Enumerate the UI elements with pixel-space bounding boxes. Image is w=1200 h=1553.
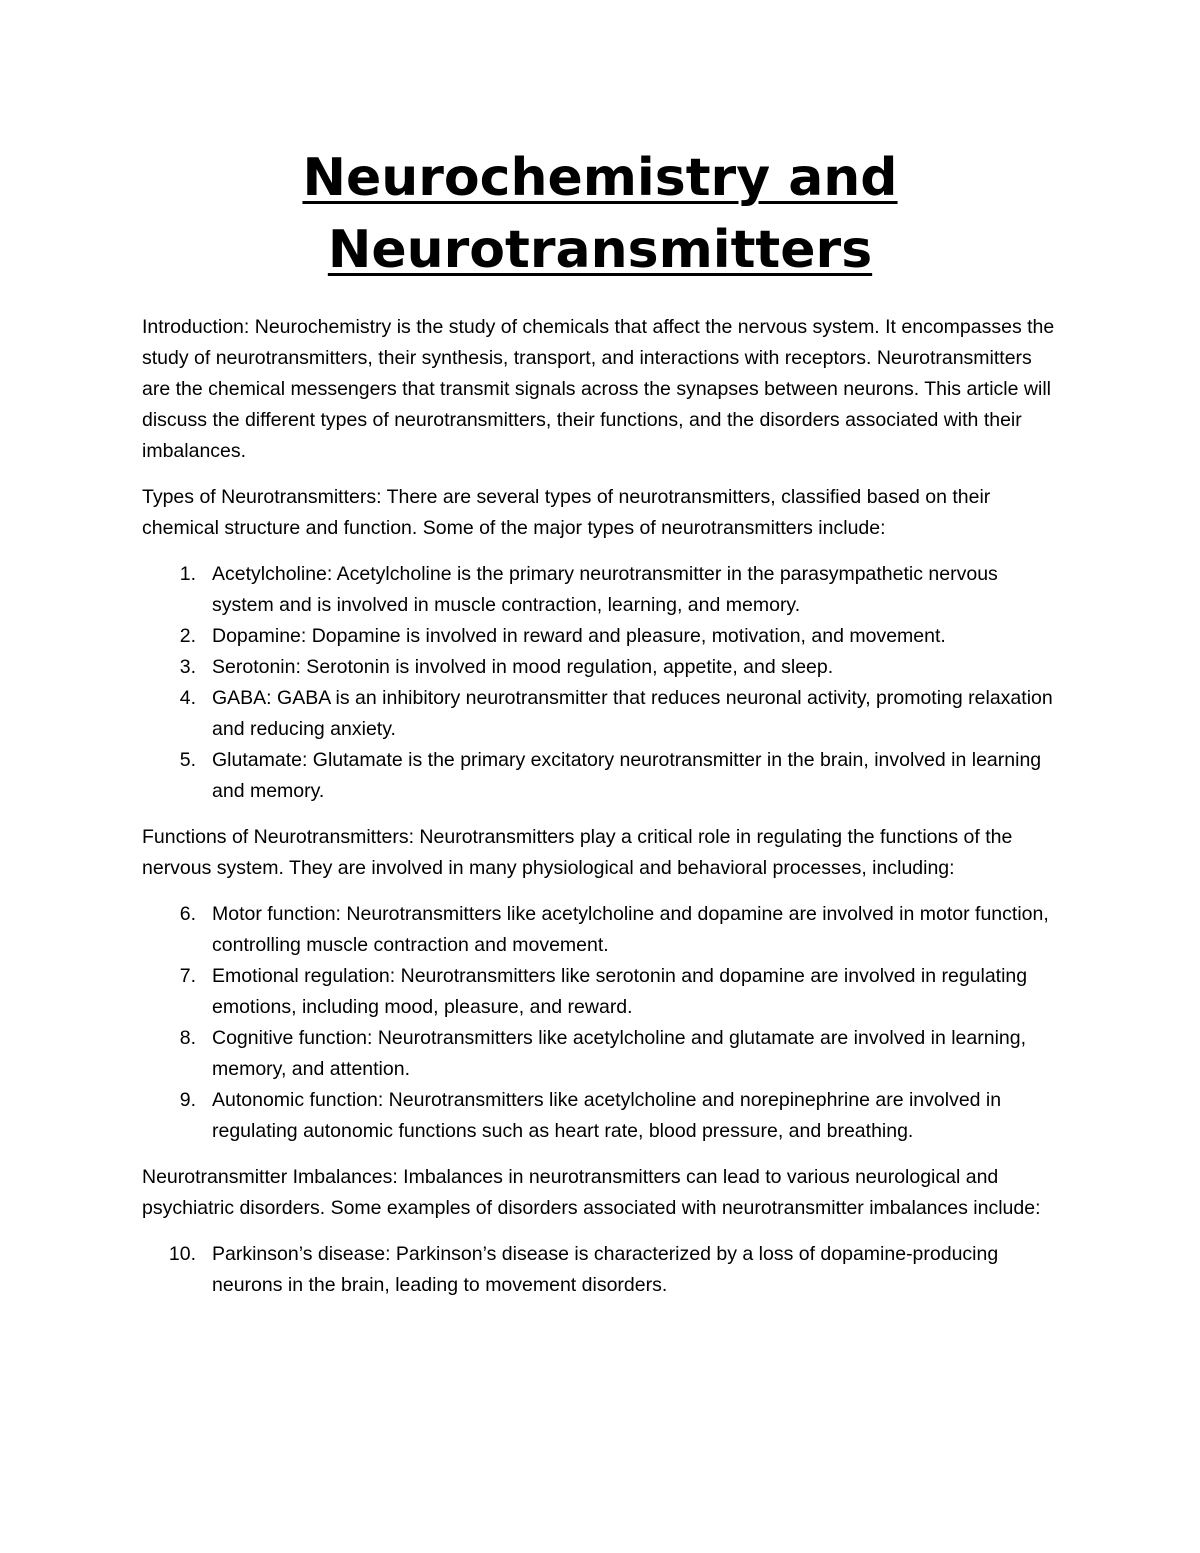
list-item-number: 6.: [179, 903, 196, 925]
list-item-number: 7.: [179, 965, 196, 987]
list-item-number: 9.: [179, 1089, 196, 1111]
list-item-number: 8.: [179, 1027, 196, 1049]
list-item-text: Cognitive function: Neurotransmitters like acetylcholine and glutamate are involved in learning, memory, and attention.: [212, 1027, 1027, 1080]
types-intro-paragraph: Types of Neurotransmitters: There are several types of neurotransmitters, classified based on their chemical structure and function. Some of the major types of neurotransmitters include:: [142, 486, 991, 539]
list-item: [142, 961, 1062, 1023]
list-item-number: 3.: [179, 656, 196, 678]
list-item-text: GABA: GABA is an inhibitory neurotransmitter that reduces neuronal activity, promoting relaxation and reducing anxiety.: [212, 687, 1053, 740]
list-item: [142, 1239, 1062, 1301]
list-item: [142, 621, 1062, 652]
imbalances-intro-paragraph: Neurotransmitter Imbalances: Imbalances in neurotransmitters can lead to various neurological and psychiatric disorders. Some examples of disorders associated with neurotransmitter imbalances include:: [142, 1166, 1041, 1219]
page-title: Neurochemistry and Neurotransmitters: [302, 148, 898, 280]
list-item: [142, 652, 1062, 683]
list-item: [142, 1023, 1062, 1085]
list-item-number: 1.: [179, 563, 196, 585]
intro-paragraph: Introduction: Neurochemistry is the study of chemicals that affect the nervous system. It encompasses the study of neurotransmitters, their synthesis, transport, and interactions with receptors. Neurotransmitters are the chemical messengers that transmit signals across the synapses between neurons. This article will discuss the different types of neurotransmitters, their functions, and the disorders associated with their imbalances.: [142, 316, 1055, 462]
list-item-text: Dopamine: Dopamine is involved in reward and pleasure, motivation, and movement.: [212, 625, 946, 647]
list-item-number: 4.: [179, 687, 196, 709]
list-item-text: Glutamate: Glutamate is the primary excitatory neurotransmitter in the brain, involved in learning and memory.: [212, 749, 1042, 802]
functions-list: [142, 899, 1062, 1147]
list-item-text: Parkinson’s disease: Parkinson’s disease is characterized by a loss of dopamine-producing neurons in the brain, leading to movement disorders.: [212, 1243, 999, 1296]
list-item-number: 5.: [179, 749, 196, 771]
list-item-text: Serotonin: Serotonin is involved in mood regulation, appetite, and sleep.: [212, 656, 834, 678]
functions-intro-paragraph: Functions of Neurotransmitters: Neurotransmitters play a critical role in regulating the functions of the nervous system. They are involved in many physiological and behavioral processes, including:: [142, 826, 1013, 879]
list-item-text: Acetylcholine: Acetylcholine is the primary neurotransmitter in the parasympathetic nervous system and is involved in muscle contraction, learning, and memory.: [212, 563, 998, 616]
document-body: [142, 312, 1062, 1316]
list-item-number: 10.: [168, 1243, 196, 1265]
list-item-text: Autonomic function: Neurotransmitters like acetylcholine and norepinephrine are involved in regulating autonomic functions such as heart rate, blood pressure, and breathing.: [212, 1089, 1002, 1142]
list-item: [142, 899, 1062, 961]
list-item-text: Emotional regulation: Neurotransmitters like serotonin and dopamine are involved in regulating emotions, including mood, pleasure, and reward.: [212, 965, 1028, 1018]
list-item: [142, 745, 1062, 807]
list-item: [142, 683, 1062, 745]
types-list: [142, 559, 1062, 807]
imbalances-list: [142, 1239, 1062, 1301]
list-item-number: 2.: [179, 625, 196, 647]
list-item-text: Motor function: Neurotransmitters like acetylcholine and dopamine are involved in motor function, controlling muscle contraction and movement.: [212, 903, 1049, 956]
list-item: [142, 559, 1062, 621]
list-item: [142, 1085, 1062, 1147]
